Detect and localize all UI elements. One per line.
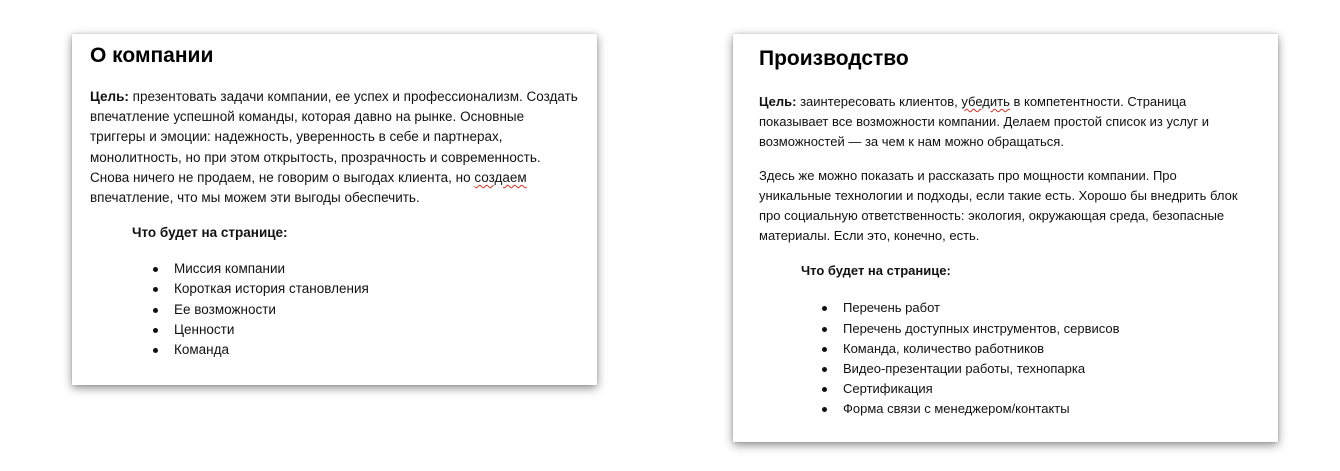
document-card-production (733, 34, 1278, 442)
list-item: Команда, количество работников (822, 339, 1252, 359)
misspelled-word[interactable]: убедить (961, 94, 1010, 109)
card-title: Производство (759, 47, 909, 70)
goal-label: Цель: (759, 94, 797, 109)
list-item: Перечень доступных инструментов, сервисов (822, 319, 1252, 339)
card-title: О компании (90, 44, 214, 67)
list-item: Короткая история становления (153, 279, 579, 299)
list-item: Команда (153, 340, 579, 360)
bullet-list (822, 298, 1252, 419)
list-item: Миссия компании (153, 259, 579, 279)
goal-text-part-2: в компетентности. Страница показывает все возможности компании. Делаем простой список из услуг и возможностей — за чем к нам можно обращаться. (759, 94, 1210, 150)
document-card-about-company (72, 34, 597, 385)
section-heading: Что будет на странице: (801, 263, 951, 279)
misspelled-word[interactable]: создаем (474, 169, 527, 185)
section-heading: Что будет на странице: (132, 225, 288, 241)
goal-paragraph (759, 92, 1252, 153)
list-item: Сертификация (822, 379, 1252, 399)
goal-label: Цель: (90, 89, 129, 104)
goal-text-part-2: впечатление, что мы можем эти выгоды обеспечить. (90, 190, 420, 206)
list-item: Ценности (153, 320, 579, 340)
description-paragraph: Здесь же можно показать и рассказать про мощности компании. Про уникальные технологии и подходы, если такие есть. Хорошо бы внедрить блок про социальную ответственность: экология, окружающая среда, безопасные материалы. Если это, конечно, есть. (759, 167, 1238, 244)
goal-text-part-1: заинтересовать клиентов, (796, 94, 962, 109)
list-item: Форма связи с менеджером/контакты (822, 399, 1252, 419)
list-item: Перечень работ (822, 298, 1252, 318)
goal-text-part-1: презентовать задачи компании, ее успех и профессионализм. Создать впечатление успешной команды, которая давно на рынке. Основные триггеры и эмоции: надежность, уверенность в себе и партнерах, монолитность, но при этом открытость, прозрачность и современность. Снова ничего не продаем, не говорим о выгодах клиента, но (90, 89, 578, 185)
list-item: Ее возможности (153, 300, 579, 320)
list-item: Видео-презентации работы, технопарка (822, 359, 1252, 379)
bullet-list (153, 259, 579, 360)
goal-paragraph (90, 87, 579, 208)
